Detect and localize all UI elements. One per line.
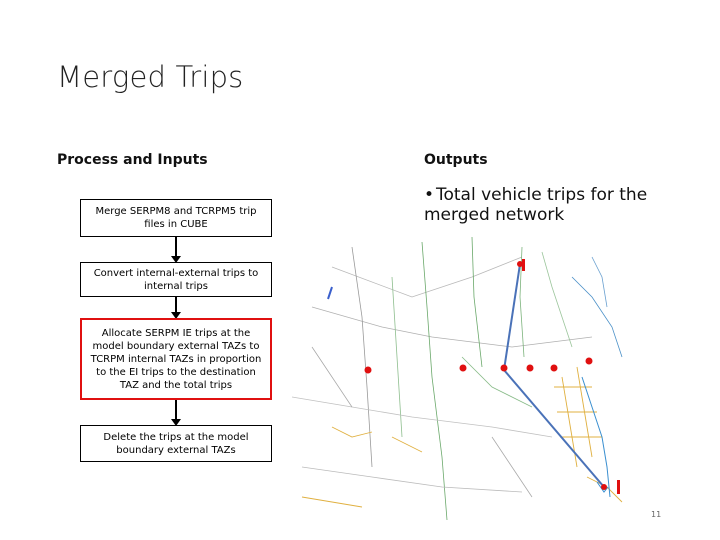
bullet-icon: • xyxy=(424,185,435,205)
output-bullet-text: Total vehicle trips for the merged network xyxy=(424,185,648,225)
road-network-lines xyxy=(292,237,622,520)
page-number: 11 xyxy=(651,510,662,519)
flow-line-south xyxy=(504,370,604,487)
outputs-heading: Outputs xyxy=(424,152,488,168)
flow-arrow-1 xyxy=(175,237,177,257)
flow-arrow-3 xyxy=(175,400,177,420)
step-convert-box: Convert internal-external trips to internal trips xyxy=(80,262,272,297)
south-marker xyxy=(617,480,620,494)
urban-area-lines xyxy=(302,367,622,507)
step-allocate-box: Allocate SERPM IE trips at the model boundary external TAZs to TCRPM internal TAZs in proportion to the EI trips to the destination TAZ and the total trips xyxy=(80,318,272,400)
process-inputs-heading: Process and Inputs xyxy=(57,152,208,168)
north-marker xyxy=(522,259,525,271)
slide-title: Merged Trips xyxy=(57,60,244,94)
network-map xyxy=(292,237,660,520)
flow-line-north xyxy=(504,264,520,370)
boundary-nodes xyxy=(365,261,608,490)
step-delete-box: Delete the trips at the model boundary external TAZs xyxy=(80,425,272,462)
step-merge-box: Merge SERPM8 and TCRPM5 trip files in CUBE xyxy=(80,199,272,237)
output-bullet xyxy=(424,185,684,225)
flow-arrow-2 xyxy=(175,297,177,313)
